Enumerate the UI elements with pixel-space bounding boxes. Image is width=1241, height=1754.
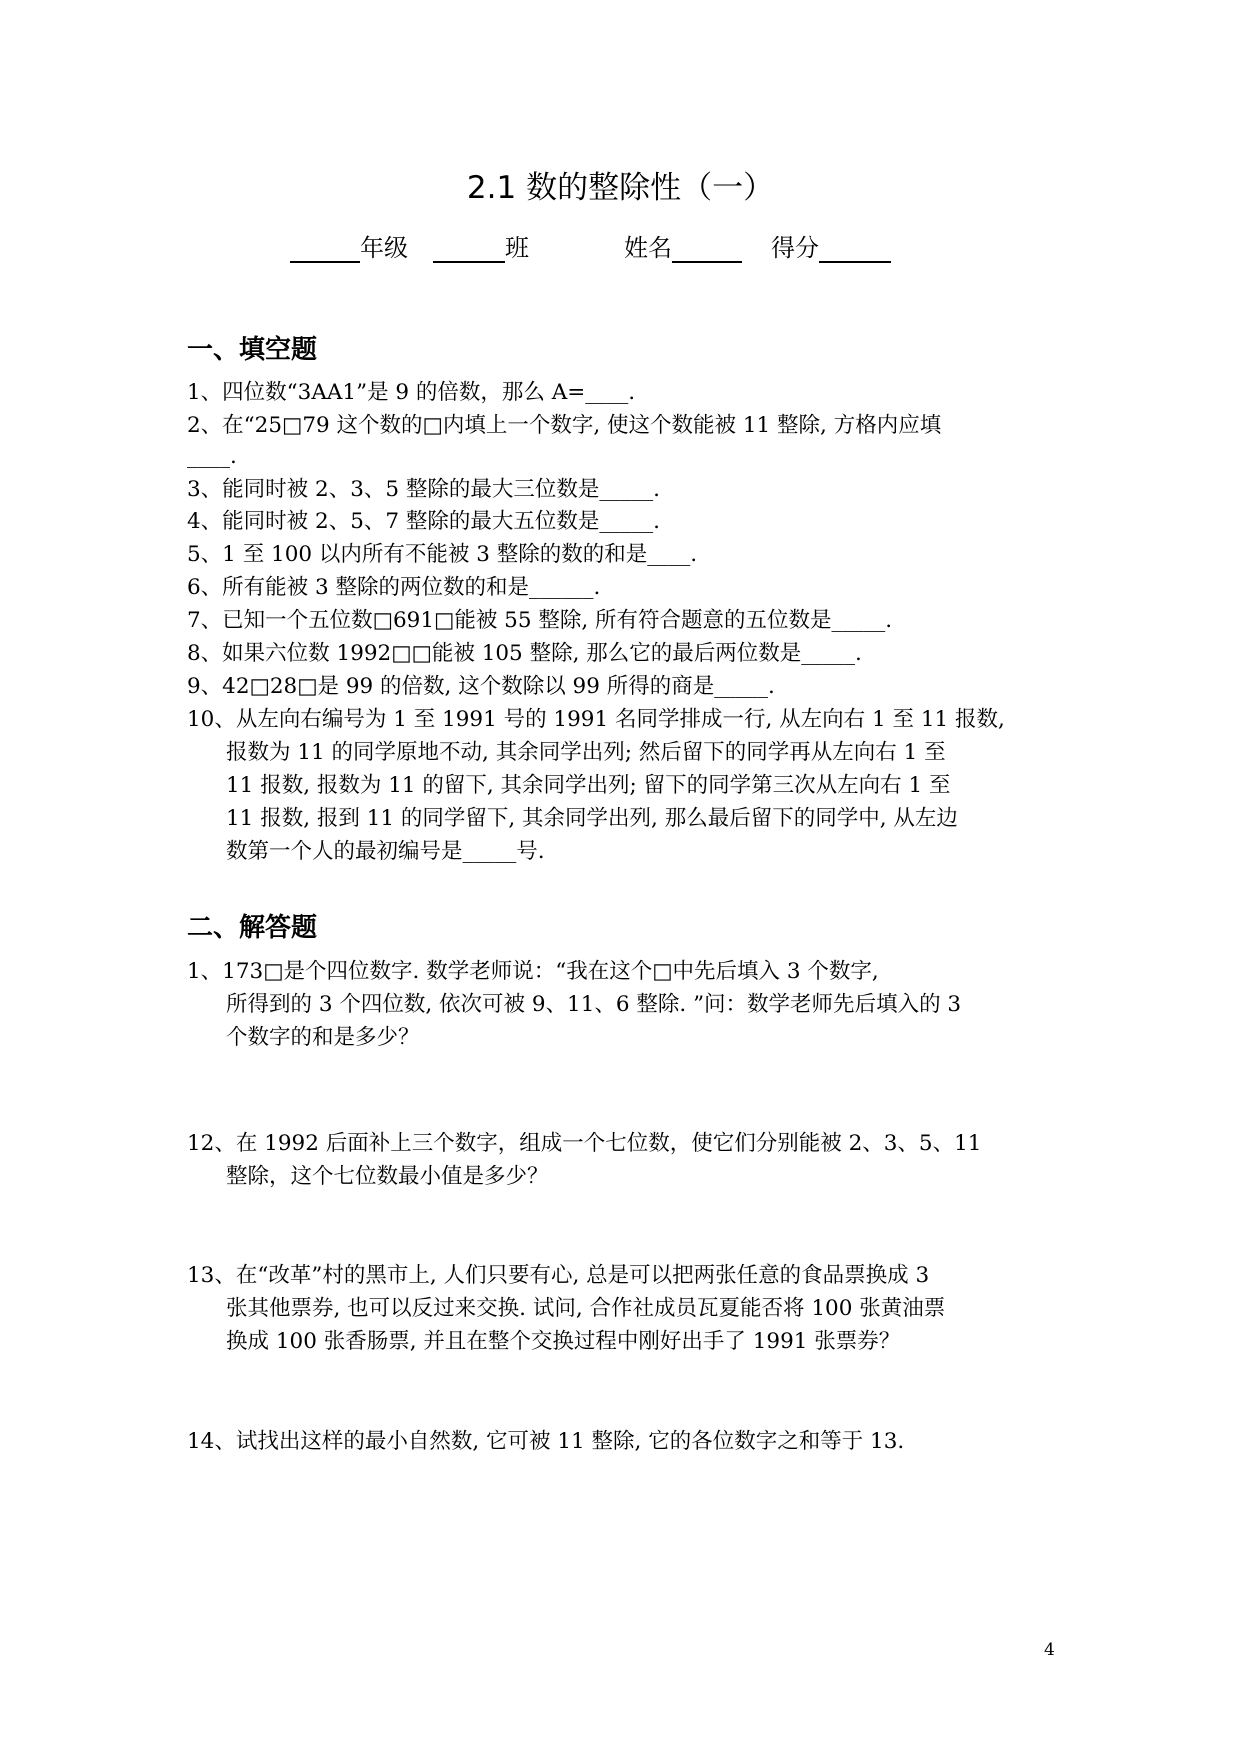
name-blank[interactable] bbox=[672, 235, 742, 263]
section-title-answer: 二、解答题 bbox=[187, 913, 318, 943]
question-line: 4、能同时被 2、5、7 整除的最大五位数是_____. bbox=[187, 509, 660, 534]
section-title-fill-in: 一、填空题 bbox=[187, 335, 318, 365]
question-line: 12、在 1992 后面补上三个数字，组成一个七位数，使它们分别能被 2、3、5、11 bbox=[187, 1131, 982, 1156]
question-line: 1、173□是个四位数字. 数学老师说：“我在这个□中先后填入 3 个数字, bbox=[187, 959, 879, 984]
question-line: 报数为 11 的同学原地不动, 其余同学出列; 然后留下的同学再从左向右 1 至 bbox=[226, 740, 946, 765]
question-line: 13、在“改革”村的黑市上, 人们只要有心, 总是可以把两张任意的食品票换成 3 bbox=[187, 1263, 930, 1288]
question-line: 张其他票券, 也可以反过来交换. 试问, 合作社成员瓦夏能否将 100 张黄油票 bbox=[226, 1296, 946, 1321]
question-line: 1、四位数“3AA1”是 9 的倍数，那么 A=____. bbox=[187, 380, 636, 405]
grade-blank[interactable] bbox=[290, 235, 360, 263]
page-number: 4 bbox=[1044, 1640, 1055, 1660]
question-line: 2、在“25□79 这个数的□内填上一个数字, 使这个数能被 11 整除, 方格内应填 bbox=[187, 413, 942, 438]
question-line: 个数字的和是多少？ bbox=[226, 1025, 420, 1050]
question-line: 10、从左向右编号为 1 至 1991 号的 1991 名同学排成一行, 从左向右 1 至 11 报数, bbox=[187, 707, 1005, 732]
page-title: 2.1 数的整除性（一） bbox=[466, 170, 775, 206]
name-label: 姓名 bbox=[624, 234, 672, 262]
question-line: 7、已知一个五位数□691□能被 55 整除, 所有符合题意的五位数是_____. bbox=[187, 608, 893, 633]
score-label: 得分 bbox=[771, 234, 819, 262]
question-line: 6、所有能被 3 整除的两位数的和是______. bbox=[187, 575, 601, 600]
name-field bbox=[624, 233, 742, 263]
class-field bbox=[433, 233, 529, 263]
class-blank[interactable] bbox=[433, 235, 505, 263]
question-line: 11 报数, 报数为 11 的留下, 其余同学出列; 留下的同学第三次从左向右 1 至 bbox=[226, 773, 951, 798]
question-line: 所得到的 3 个四位数, 依次可被 9、11、6 整除. ”问：数学老师先后填入的 3 bbox=[226, 992, 962, 1017]
question-line: 5、1 至 100 以内所有不能被 3 整除的数的和是____. bbox=[187, 542, 698, 567]
question-line: 换成 100 张香肠票, 并且在整个交换过程中刚好出手了 1991 张票券？ bbox=[226, 1329, 901, 1354]
score-field bbox=[771, 233, 891, 263]
question-line: 14、试找出这样的最小自然数, 它可被 11 整除, 它的各位数字之和等于 13. bbox=[187, 1429, 905, 1454]
question-line: 数第一个人的最初编号是_____号. bbox=[226, 839, 545, 864]
question-line: 9、42□28□是 99 的倍数, 这个数除以 99 所得的商是_____. bbox=[187, 674, 775, 699]
grade-label: 年级 bbox=[360, 234, 408, 262]
class-label: 班 bbox=[505, 234, 529, 262]
question-line: ____. bbox=[187, 444, 237, 469]
question-line: 整除，这个七位数最小值是多少？ bbox=[226, 1164, 549, 1189]
score-blank[interactable] bbox=[819, 235, 891, 263]
question-line: 8、如果六位数 1992□□能被 105 整除, 那么它的最后两位数是_____. bbox=[187, 641, 862, 666]
question-line: 3、能同时被 2、3、5 整除的最大三位数是_____. bbox=[187, 477, 660, 502]
grade-field bbox=[290, 233, 408, 263]
question-line: 11 报数, 报到 11 的同学留下, 其余同学出列, 那么最后留下的同学中, 从左边 bbox=[226, 806, 958, 831]
